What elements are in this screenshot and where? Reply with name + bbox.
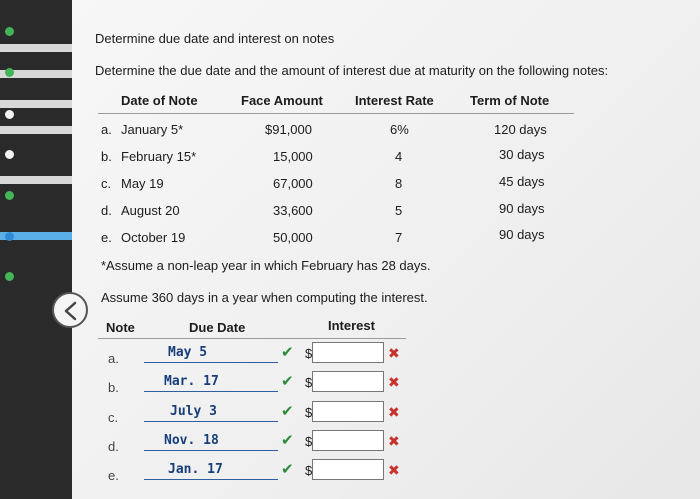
note-row-term: 90 days [499, 201, 545, 216]
x-mark-icon: ✖ [388, 433, 400, 449]
answer-row-label: b. [108, 380, 119, 395]
interest-input[interactable] [312, 459, 384, 480]
x-mark-icon: ✖ [388, 374, 400, 390]
currency-symbol: $ [305, 405, 313, 420]
note-row-label: e. [101, 230, 112, 245]
note-row-term: 90 days [499, 227, 545, 242]
due-date-underline [144, 391, 278, 392]
check-icon: ✔ [281, 373, 294, 390]
answer-row-label: c. [108, 410, 119, 425]
answer-row-label: d. [108, 439, 119, 454]
header-rule [98, 113, 574, 114]
due-date-input[interactable]: Mar. 17 [164, 374, 219, 389]
note-row-rate: 6% [390, 122, 409, 137]
due-date-input[interactable]: May 5 [168, 345, 208, 360]
footnote: *Assume a non-leap year in which February has 28 days. [101, 258, 431, 273]
interest-input[interactable] [312, 430, 384, 451]
answer-col-due-date: Due Date [189, 320, 246, 335]
question-nav-sidebar [0, 0, 72, 499]
note-row-face: 15,000 [273, 149, 313, 164]
due-date-input[interactable]: July 3 [170, 404, 217, 419]
check-icon: ✔ [281, 461, 294, 478]
nav-dot-complete[interactable] [5, 27, 14, 36]
x-mark-icon: ✖ [388, 404, 400, 420]
note-row-date: October 19 [121, 230, 186, 245]
currency-symbol: $ [305, 346, 313, 361]
question-panel [72, 0, 700, 499]
note-row-term: 45 days [499, 174, 545, 189]
note-row-date: May 19 [121, 176, 164, 191]
answer-col-note: Note [106, 320, 135, 335]
note-row-rate: 8 [395, 176, 403, 191]
nav-dot[interactable] [5, 150, 14, 159]
nav-dot-complete[interactable] [5, 272, 14, 281]
nav-segment [0, 176, 72, 184]
due-date-input[interactable]: Nov. 18 [164, 433, 219, 448]
note-row-face: 50,000 [273, 230, 313, 245]
assumption-text: Assume 360 days in a year when computing the interest. [101, 290, 428, 305]
col-header-term: Term of Note [470, 93, 550, 108]
col-header-rate: Interest Rate [355, 93, 434, 108]
chevron-left-icon [62, 301, 80, 321]
col-header-face: Face Amount [241, 93, 323, 108]
interest-input[interactable] [312, 342, 384, 363]
note-row-rate: 4 [395, 149, 403, 164]
answer-header-rule [98, 338, 406, 339]
note-row-date: August 20 [121, 203, 180, 218]
due-date-underline [144, 421, 278, 422]
note-row-face: $91,000 [265, 122, 312, 137]
nav-dot-current[interactable] [5, 232, 14, 241]
note-row-label: c. [101, 176, 112, 191]
answer-row-label: e. [108, 468, 119, 483]
nav-dot-complete[interactable] [5, 191, 14, 200]
note-row-label: d. [101, 203, 112, 218]
note-row-term: 30 days [499, 147, 545, 162]
nav-segment [0, 100, 72, 108]
answer-col-interest: Interest [328, 318, 375, 333]
back-button[interactable] [52, 292, 88, 328]
note-row-face: 33,600 [273, 203, 313, 218]
interest-input[interactable] [312, 401, 384, 422]
interest-input[interactable] [312, 371, 384, 392]
note-row-label: a. [101, 122, 112, 137]
col-header-date: Date of Note [121, 93, 198, 108]
nav-segment [0, 44, 72, 52]
note-row-rate: 5 [395, 203, 403, 218]
note-row-face: 67,000 [273, 176, 313, 191]
answer-row-label: a. [108, 351, 119, 366]
x-mark-icon: ✖ [388, 462, 400, 478]
nav-segment [0, 126, 72, 134]
note-row-rate: 7 [395, 230, 403, 245]
check-icon: ✔ [281, 432, 294, 449]
due-date-input[interactable]: Jan. 17 [168, 462, 223, 477]
check-icon: ✔ [281, 403, 294, 420]
due-date-underline [144, 450, 278, 451]
check-icon: ✔ [281, 344, 294, 361]
due-date-underline [144, 362, 278, 363]
note-row-date: February 15* [121, 149, 197, 164]
nav-dot-complete[interactable] [5, 68, 14, 77]
currency-symbol: $ [305, 375, 313, 390]
due-date-underline [144, 479, 278, 480]
note-row-term: 120 days [494, 122, 547, 137]
question-instructions: Determine the due date and the amount of interest due at maturity on the following notes: [95, 63, 609, 78]
note-row-date: January 5* [121, 122, 184, 137]
nav-dot[interactable] [5, 110, 14, 119]
question-title: Determine due date and interest on notes [95, 31, 335, 46]
note-row-label: b. [101, 149, 112, 164]
currency-symbol: $ [305, 463, 313, 478]
x-mark-icon: ✖ [388, 345, 400, 361]
currency-symbol: $ [305, 434, 313, 449]
